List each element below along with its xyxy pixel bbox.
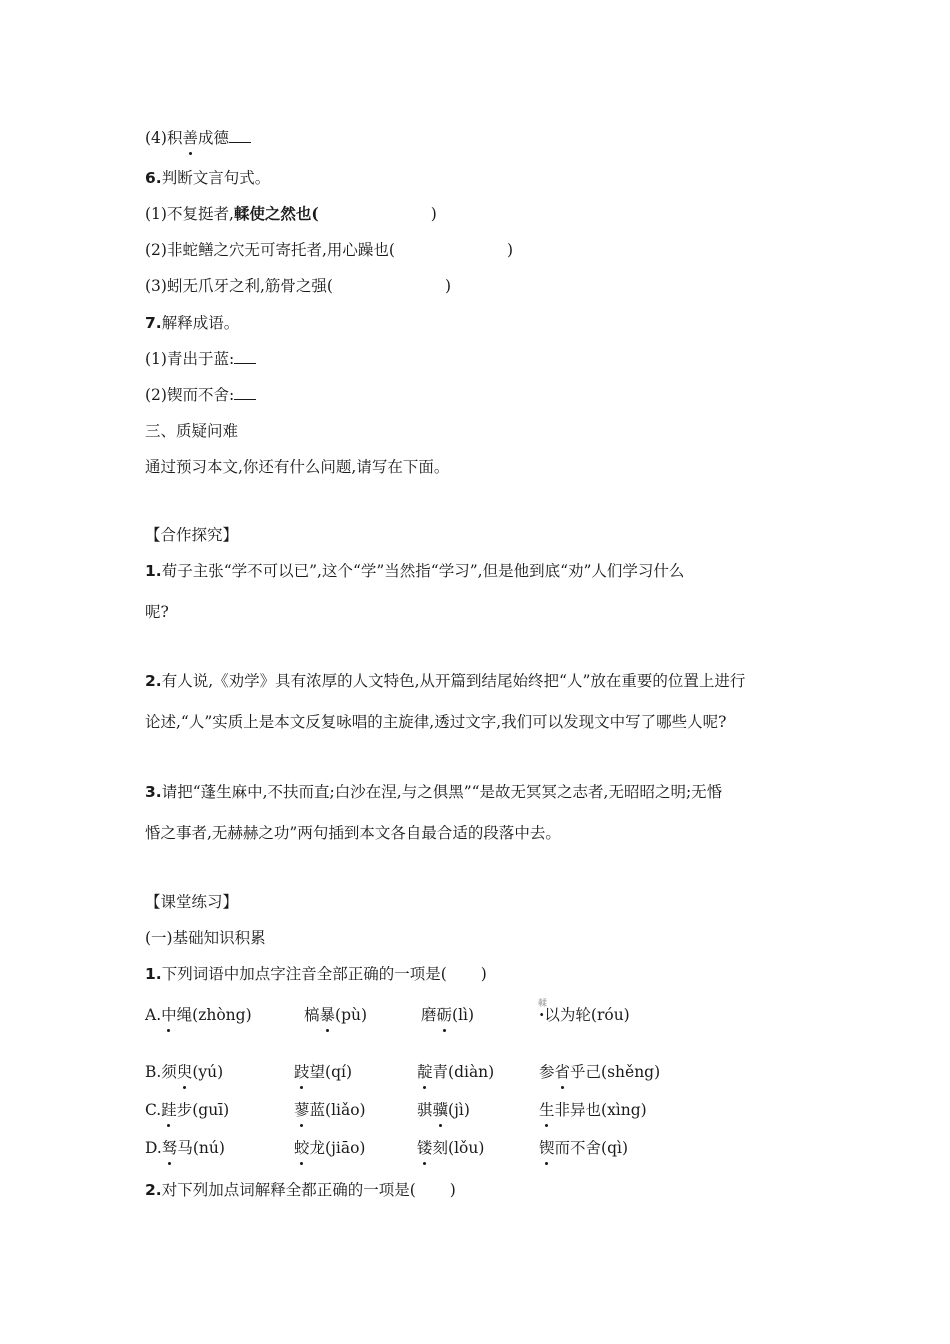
q7-item-1: (1)青出于蓝: [145, 347, 256, 369]
dotted-char: 生 [539, 1098, 555, 1120]
option-d-2: 蛟龙(jiāo) [294, 1136, 365, 1158]
dotted-char: 砺 [437, 1003, 453, 1025]
dotted-char: 臾 [177, 1060, 193, 1082]
dotted-char: 暴 [320, 1003, 336, 1025]
option-d-1: D.驽马(nú) [145, 1136, 225, 1158]
ketang-q2: 2.对下列加点词解释全都正确的一项是( ) [145, 1181, 456, 1199]
option-b-4: 参省乎己(shěng) [539, 1060, 660, 1082]
ketang-subtitle: (一)基础知识积累 [145, 929, 266, 947]
dotted-char: 善 [182, 126, 198, 148]
option-a-3: 磨砺(lì) [421, 1003, 474, 1025]
dot-marker-icon: · [539, 1005, 545, 1024]
hezuo-title: 【合作探究】 [145, 526, 239, 544]
option-a-4: ·以为轮(róu) [539, 1005, 630, 1024]
dotted-char: 靛 [417, 1060, 433, 1082]
dotted-char: 镂 [417, 1136, 433, 1158]
dotted-char: 驽 [162, 1136, 178, 1158]
dotted-char: 蛟 [294, 1136, 310, 1158]
hezuo-q2-line2: 论述,“人”实质上是本文反复咏唱的主旋律,透过文字,我们可以发现文中写了哪些人呢? [145, 713, 727, 731]
section-3-title: 三、质疑问难 [145, 422, 239, 440]
answer-blank[interactable] [234, 349, 256, 364]
q6-item-1: (1)不复挺者,輮使之然也( ) [145, 204, 437, 223]
option-b-2: 跂望(qí) [294, 1060, 352, 1082]
dotted-char: 锲 [539, 1136, 555, 1158]
hezuo-q3-line1: 3.请把“蓬生麻中,不扶而直;白沙在涅,与之俱黑”“是故无冥冥之志者,无昭昭之明;无惛 [145, 783, 723, 801]
q7-title: 7.解释成语。 [145, 314, 240, 332]
hezuo-q1-line2: 呢? [145, 603, 169, 621]
dotted-char: 跬 [161, 1098, 177, 1120]
option-b-3: 靛青(diàn) [417, 1060, 494, 1082]
option-d-3: 镂刻(lǒu) [417, 1136, 484, 1158]
q5-item-4: (4)积善成德 [145, 126, 251, 148]
q6-item-3: (3)蚓无爪牙之利,筋骨之强( ) [145, 277, 451, 295]
q6-title: 6.判断文言句式。 [145, 169, 271, 187]
dotted-char: 骥 [433, 1098, 449, 1120]
q6-item-2: (2)非蛇鳝之穴无可寄托者,用心躁也( ) [145, 241, 513, 259]
hezuo-q1-line1: 1.荀子主张“学不可以已”,这个“学”当然指“学习”,但是他到底“劝”人们学习什么 [145, 562, 685, 580]
dotted-char: 跂 [294, 1060, 310, 1082]
option-b-1: B.须臾(yú) [145, 1060, 223, 1082]
hezuo-q3-line2: 惛之事者,无赫赫之功”两句插到本文各自最合适的段落中去。 [145, 824, 561, 842]
option-a-1: A.中绳(zhòng) [145, 1003, 252, 1025]
option-c-4: 生非异也(xìng) [539, 1098, 647, 1120]
q7-item-2: (2)锲而不舍: [145, 383, 256, 405]
option-c-3: 骐骥(jì) [417, 1098, 470, 1120]
ketang-title: 【课堂练习】 [145, 893, 239, 911]
option-c-1: C.跬步(guī) [145, 1098, 229, 1120]
section-3-text: 通过预习本文,你还有什么问题,请写在下面。 [145, 458, 450, 476]
answer-blank[interactable] [234, 385, 256, 400]
option-c-2: 蓼蓝(liǎo) [294, 1098, 366, 1120]
ketang-q1: 1.下列词语中加点字注音全部正确的一项是( ) [145, 965, 487, 983]
option-a-2: 槁暴(pù) [304, 1003, 367, 1025]
option-d-4: 锲而不舍(qì) [539, 1136, 628, 1158]
dotted-char: 省 [555, 1060, 571, 1082]
answer-blank[interactable] [229, 128, 251, 143]
dotted-char: 蓼 [294, 1098, 310, 1120]
dotted-char: 中 [161, 1003, 177, 1025]
hezuo-q2-line1: 2.有人说,《劝学》具有浓厚的人文特色,从开篇到结尾始终把“人”放在重要的位置上进行 [145, 672, 746, 690]
missing-glyph-mark: 輮 [538, 999, 548, 1009]
